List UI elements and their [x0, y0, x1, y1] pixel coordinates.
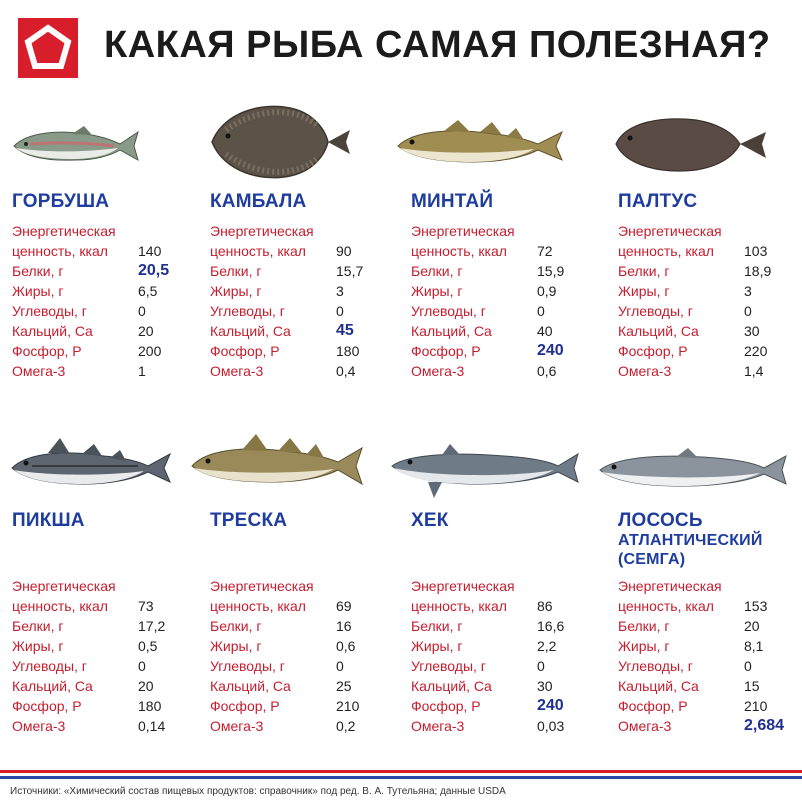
nutrition-value: 0,9 [537, 283, 557, 299]
nutrition-label: Жиры, г [12, 283, 64, 299]
nutrition-row [12, 676, 192, 696]
nutrition-label: ценность, ккал [618, 598, 714, 614]
fish-name: ГОРБУША [12, 191, 110, 212]
nutrition-row [12, 221, 192, 241]
nutrition-label: Кальций, Ca [618, 678, 699, 694]
nutrition-table [411, 576, 591, 736]
nutrition-row [411, 696, 591, 716]
nutrition-value: 200 [138, 343, 162, 359]
nutrition-value: 180 [336, 343, 360, 359]
nutrition-table [12, 221, 192, 381]
nutrition-row [210, 321, 390, 341]
kambala-fish-icon [206, 100, 354, 184]
nutrition-label: Омега-3 [618, 718, 672, 734]
nutrition-row [12, 261, 192, 281]
nutrition-label: ценность, ккал [12, 243, 108, 259]
nutrition-label: Жиры, г [411, 283, 463, 299]
nutrition-row [210, 716, 390, 736]
footer-stripe-red [0, 770, 802, 773]
nutrition-value: 20 [138, 323, 154, 339]
nutrition-value: 30 [537, 678, 553, 694]
nutrition-value: 69 [336, 598, 352, 614]
nutrition-value: 40 [537, 323, 553, 339]
nutrition-label: Кальций, Ca [210, 323, 291, 339]
nutrition-value: 0 [744, 303, 752, 319]
nutrition-label: Фосфор, P [12, 698, 82, 714]
nutrition-row [12, 301, 192, 321]
nutrition-label: Углеводы, г [210, 303, 285, 319]
nutrition-label: Энергетическая [411, 578, 515, 594]
nutrition-label: Энергетическая [210, 223, 314, 239]
nutrition-label: Кальций, Ca [12, 323, 93, 339]
nutrition-label: Энергетическая [618, 578, 722, 594]
nutrition-value: 0 [537, 658, 545, 674]
nutrition-label: Белки, г [210, 263, 262, 279]
nutrition-row [618, 616, 798, 636]
nutrition-label: ценность, ккал [411, 598, 507, 614]
nutrition-row [210, 576, 390, 596]
nutrition-label: Омега-3 [411, 718, 465, 734]
nutrition-row [210, 301, 390, 321]
fish-name: ТРЕСКА [210, 510, 288, 531]
nutrition-row [618, 301, 798, 321]
nutrition-row [12, 696, 192, 716]
nutrition-value: 17,2 [138, 618, 166, 634]
nutrition-label: Фосфор, P [411, 698, 481, 714]
nutrition-row [210, 261, 390, 281]
fish-name-sub: (СЕМГА) [618, 551, 686, 568]
treska-fish-icon [188, 430, 366, 498]
nutrition-row [411, 241, 591, 261]
nutrition-label: Омега-3 [12, 718, 66, 734]
nutrition-value: 20,5 [138, 262, 170, 279]
nutrition-label: Белки, г [411, 263, 463, 279]
nutrition-value: 45 [336, 322, 354, 339]
nutrition-label: ценность, ккал [210, 598, 306, 614]
nutrition-label: Жиры, г [210, 638, 262, 654]
nutrition-label: Углеводы, г [618, 303, 693, 319]
nutrition-value: 15,9 [537, 263, 565, 279]
nutrition-value: 86 [537, 598, 553, 614]
nutrition-label: Белки, г [12, 618, 64, 634]
nutrition-table [411, 221, 591, 381]
nutrition-label: Белки, г [210, 618, 262, 634]
nutrition-value: 0,6 [336, 638, 356, 654]
nutrition-label: Энергетическая [411, 223, 515, 239]
nutrition-row [210, 616, 390, 636]
fish-name-salmon [618, 511, 763, 569]
nutrition-value: 0,2 [336, 718, 356, 734]
nutrition-label: Углеводы, г [12, 658, 87, 674]
nutrition-label: Кальций, Ca [411, 323, 492, 339]
nutrition-value: 30 [744, 323, 760, 339]
nutrition-row [210, 221, 390, 241]
nutrition-label: Углеводы, г [210, 658, 285, 674]
nutrition-row [12, 596, 192, 616]
nutrition-value: 90 [336, 243, 352, 259]
nutrition-row [12, 576, 192, 596]
nutrition-row [411, 301, 591, 321]
nutrition-label: Жиры, г [12, 638, 64, 654]
nutrition-row [411, 716, 591, 736]
nutrition-value: 210 [744, 698, 768, 714]
nutrition-label: Кальций, Ca [12, 678, 93, 694]
nutrition-value: 140 [138, 243, 162, 259]
nutrition-value: 20 [744, 618, 760, 634]
nutrition-table [12, 576, 192, 736]
nutrition-value: 2,684 [744, 717, 785, 734]
nutrition-row [12, 361, 192, 381]
nutrition-label: Фосфор, P [210, 698, 280, 714]
nutrition-table [210, 221, 390, 381]
nutrition-label: Кальций, Ca [411, 678, 492, 694]
nutrition-label: Энергетическая [12, 578, 116, 594]
nutrition-row [411, 221, 591, 241]
nutrition-value: 3 [336, 283, 344, 299]
losos-fish-icon [596, 446, 790, 492]
nutrition-value: 6,5 [138, 283, 158, 299]
nutrition-value: 180 [138, 698, 162, 714]
nutrition-label: Фосфор, P [618, 698, 688, 714]
nutrition-row [618, 321, 798, 341]
nutrition-value: 240 [537, 697, 564, 714]
nutrition-value: 72 [537, 243, 553, 259]
nutrition-row [618, 596, 798, 616]
nutrition-label: Энергетическая [12, 223, 116, 239]
nutrition-value: 240 [537, 342, 564, 359]
nutrition-label: Омега-3 [411, 363, 465, 379]
nutrition-label: Жиры, г [210, 283, 262, 299]
nutrition-row [618, 361, 798, 381]
nutrition-row [12, 321, 192, 341]
nutrition-value: 73 [138, 598, 154, 614]
nutrition-row [618, 636, 798, 656]
source-note: Источники: «Химический состав пищевых продуктов: справочник» под ред. В. А. Тутельяна; данные USDA [10, 786, 506, 797]
nutrition-row [411, 361, 591, 381]
nutrition-row [411, 636, 591, 656]
nutrition-row [411, 596, 591, 616]
nutrition-row [12, 656, 192, 676]
nutrition-value: 18,9 [744, 263, 772, 279]
nutrition-value: 0,4 [336, 363, 356, 379]
nutrition-row [210, 341, 390, 361]
nutrition-label: Углеводы, г [12, 303, 87, 319]
nutrition-table [210, 576, 390, 736]
nutrition-value: 15 [744, 678, 760, 694]
nutrition-row [411, 321, 591, 341]
nutrition-value: 0 [744, 658, 752, 674]
nutrition-label: ценность, ккал [12, 598, 108, 614]
nutrition-value: 0,6 [537, 363, 557, 379]
nutrition-value: 3 [744, 283, 752, 299]
nutrition-value: 16,6 [537, 618, 565, 634]
nutrition-row [618, 656, 798, 676]
nutrition-value: 1 [138, 363, 146, 379]
nutrition-row [618, 261, 798, 281]
nutrition-label: Фосфор, P [411, 343, 481, 359]
nutrition-row [12, 241, 192, 261]
nutrition-row [618, 696, 798, 716]
paltus-fish-icon [612, 112, 770, 178]
nutrition-row [210, 241, 390, 261]
nutrition-value: 210 [336, 698, 360, 714]
nutrition-row [411, 656, 591, 676]
fish-name: ПИКША [12, 510, 85, 531]
nutrition-value: 20 [138, 678, 154, 694]
nutrition-label: Омега-3 [12, 363, 66, 379]
nutrition-table [618, 221, 798, 381]
nutrition-row [12, 281, 192, 301]
nutrition-label: Углеводы, г [411, 658, 486, 674]
nutrition-label: Белки, г [618, 263, 670, 279]
nutrition-label: Фосфор, P [210, 343, 280, 359]
nutrition-row [411, 676, 591, 696]
nutrition-value: 25 [336, 678, 352, 694]
gorbusha-fish-icon [10, 122, 142, 168]
nutrition-value: 0 [336, 658, 344, 674]
nutrition-table [618, 576, 798, 736]
nutrition-row [411, 261, 591, 281]
nutrition-label: Омега-3 [210, 363, 264, 379]
mintai-fish-icon [394, 116, 566, 174]
fish-name-sub: АТЛАНТИЧЕСКИЙ [618, 532, 763, 549]
nutrition-value: 8,1 [744, 638, 764, 654]
nutrition-label: Кальций, Ca [210, 678, 291, 694]
fish-name: МИНТАЙ [411, 191, 494, 212]
fish-name: ЛОСОСЬ [618, 510, 703, 531]
nutrition-label: Жиры, г [411, 638, 463, 654]
nutrition-row [12, 636, 192, 656]
nutrition-label: Белки, г [12, 263, 64, 279]
nutrition-label: Фосфор, P [618, 343, 688, 359]
nutrition-row [618, 341, 798, 361]
nutrition-row [618, 716, 798, 736]
nutrition-label: Энергетическая [618, 223, 722, 239]
page-title: КАКАЯ РЫБА САМАЯ ПОЛЕЗНАЯ? [104, 24, 771, 66]
nutrition-value: 103 [744, 243, 768, 259]
nutrition-value: 15,7 [336, 263, 364, 279]
nutrition-label: Омега-3 [618, 363, 672, 379]
nutrition-row [210, 596, 390, 616]
khek-fish-icon [388, 440, 582, 502]
nutrition-label: Жиры, г [618, 283, 670, 299]
nutrition-row [618, 281, 798, 301]
nutrition-label: Кальций, Ca [618, 323, 699, 339]
nutrition-row [12, 616, 192, 636]
nutrition-value: 0,5 [138, 638, 158, 654]
nutrition-value: 0,03 [537, 718, 565, 734]
nutrition-label: Белки, г [618, 618, 670, 634]
nutrition-row [411, 281, 591, 301]
nutrition-row [210, 676, 390, 696]
nutrition-row [12, 341, 192, 361]
nutrition-label: ценность, ккал [210, 243, 306, 259]
nutrition-row [618, 576, 798, 596]
fish-name: ПАЛТУС [618, 191, 698, 212]
nutrition-row [618, 221, 798, 241]
nutrition-row [618, 241, 798, 261]
pentagon-logo-icon [18, 18, 78, 78]
nutrition-value: 16 [336, 618, 352, 634]
nutrition-value: 0 [537, 303, 545, 319]
fish-name: ХЕК [411, 510, 449, 531]
nutrition-row [411, 341, 591, 361]
nutrition-row [618, 676, 798, 696]
nutrition-row [411, 576, 591, 596]
nutrition-label: Фосфор, P [12, 343, 82, 359]
nutrition-row [210, 281, 390, 301]
nutrition-label: Углеводы, г [411, 303, 486, 319]
fish-name: КАМБАЛА [210, 191, 307, 212]
nutrition-value: 0,14 [138, 718, 166, 734]
nutrition-value: 220 [744, 343, 768, 359]
nutrition-value: 0 [138, 303, 146, 319]
nutrition-label: Углеводы, г [618, 658, 693, 674]
nutrition-value: 2,2 [537, 638, 557, 654]
nutrition-row [210, 656, 390, 676]
nutrition-value: 153 [744, 598, 768, 614]
nutrition-label: ценность, ккал [411, 243, 507, 259]
nutrition-row [210, 696, 390, 716]
nutrition-value: 1,4 [744, 363, 764, 379]
nutrition-row [210, 636, 390, 656]
nutrition-row [210, 361, 390, 381]
nutrition-row [411, 616, 591, 636]
nutrition-value: 0 [138, 658, 146, 674]
nutrition-label: Омега-3 [210, 718, 264, 734]
footer-stripe-blue [0, 776, 802, 779]
nutrition-label: Энергетическая [210, 578, 314, 594]
nutrition-label: ценность, ккал [618, 243, 714, 259]
nutrition-value: 0 [336, 303, 344, 319]
nutrition-row [12, 716, 192, 736]
piksha-fish-icon [8, 436, 174, 498]
nutrition-label: Жиры, г [618, 638, 670, 654]
nutrition-label: Белки, г [411, 618, 463, 634]
